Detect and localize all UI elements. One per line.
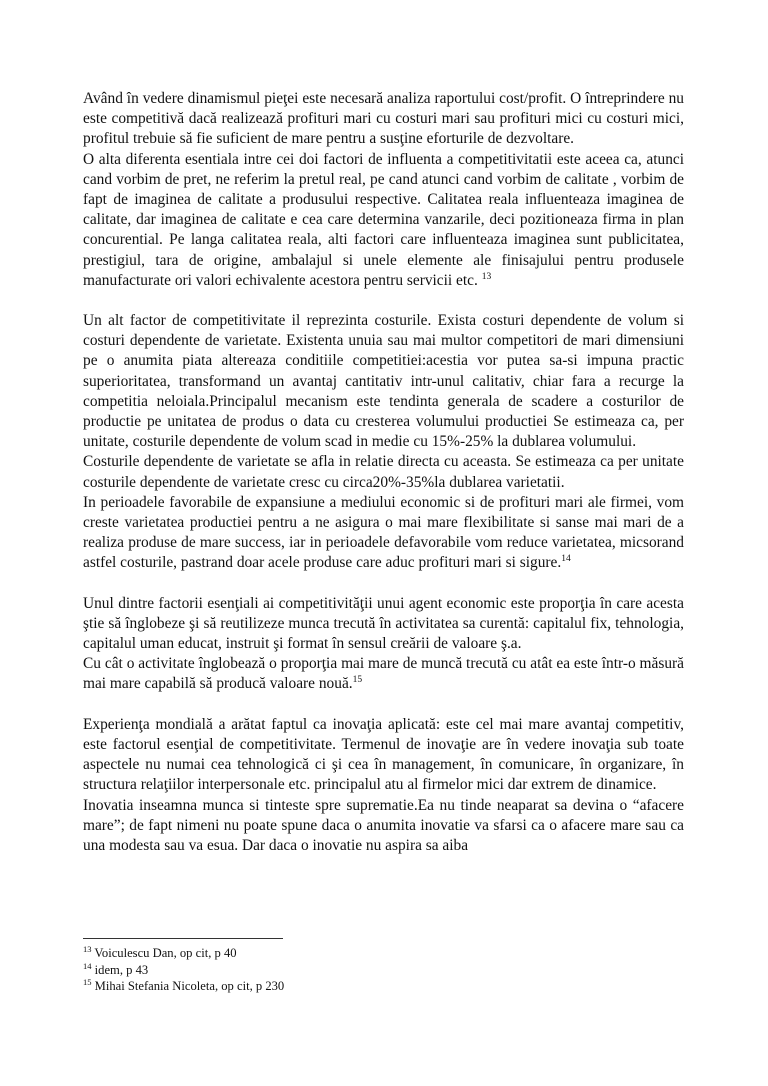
footnote-item <box>83 945 683 962</box>
footnote-text: Voiculescu Dan, op cit, p 40 <box>94 946 237 960</box>
paragraph-text: Cu cât o activitate înglobează o proporţia mai mare de muncă trecută cu atât ea este într-o măsură mai mare capabilă să producă valoare nouă. <box>83 655 684 693</box>
footnote-item <box>83 978 683 995</box>
paragraph-text: Având în vedere dinamismul pieţei este necesară analiza raportului cost/profit. O întreprindere nu este competitivă dacă realizează profituri mari cu costuri mari sau profituri mici cu costuri mici, profitul trebuie să fie suficient de mare pentru a susţine eforturile de dezvoltare. <box>83 90 684 148</box>
paragraph-text: Experienţa mondială a arătat faptul ca inovaţia aplicată: este cel mai mare avantaj competitiv, este factorul esenţial de competitivitate. Termenul de inovaţie are în vedere inovaţia sub toate aspectele nu numai cea tehnologică ci şi cea în management, în comunicare, în organizare, în structura relaţiilor interpersonale etc. principalul atu al firmelor mici dar extrem de dinamice. <box>83 715 684 794</box>
paragraph-cost-profit <box>83 89 684 150</box>
footnote-number: 15 <box>83 976 92 987</box>
body-text <box>83 89 684 856</box>
paragraph-expansion <box>83 493 684 574</box>
paragraph-text: Costurile dependente de varietate se afla in relatie directa cu aceasta. Se estimeaza ca per unitate costurile dependente de varietate cresc cu circa20%-35%la dublarea varietatii. <box>83 453 684 491</box>
paragraph-price-quality <box>83 150 684 291</box>
paragraph-text: Inovatia inseamna munca si tinteste spre suprematie.Ea nu tinde neaparat sa devina o “afacere mare”; de fapt nimeni nu poate spune daca o anumita inovatie va sfarsi ca o afacere mare sau ca una modesta sau va esua. Dar daca o inovatie nu aspira sa aiba <box>83 796 684 854</box>
footnote-reference[interactable]: 14 <box>561 554 571 565</box>
footnote-number: 14 <box>83 960 92 971</box>
paragraph-innovation <box>83 715 684 796</box>
footnote-reference[interactable]: 13 <box>481 271 492 282</box>
paragraph-innovation-work <box>83 796 684 857</box>
footnote-separator <box>83 938 283 939</box>
footnote-item <box>83 962 683 979</box>
paragraph-text: In perioadele favorabile de expansiune a mediului economic si de profituri mari ale firmei, vom creste varietatea productiei pentru a ne asigura o mai mare flexibilitate si sanse mai mari de a realiza produse de mare success, iar in perioadele defavorabile vom reduce varietatea, micsorand astfel costurile, pastrand doar acele produse care aduc profituri mari si sigure. <box>83 493 684 572</box>
footnote-text: idem, p 43 <box>94 962 149 977</box>
footnote-reference[interactable]: 15 <box>352 675 363 686</box>
paragraph-costs <box>83 311 684 452</box>
paragraph-past-labour <box>83 594 684 655</box>
paragraph-text: Unul dintre factorii esenţiali ai competitivităţii unui agent economic este proporţia în care acesta ştie să înglobeze şi să reutilizeze munca trecută în activitatea sa curentă: capitalul fix, tehnologia, capitalul uman educat, instruit şi format în sensul creării de valoare ş.a. <box>83 594 684 653</box>
paragraph-variety-costs <box>83 452 684 492</box>
footnotes <box>83 945 683 995</box>
paragraph-new-value <box>83 654 684 694</box>
footnote-text: Mihai Stefania Nicoleta, op cit, p 230 <box>94 979 285 993</box>
paragraph-text: Un alt factor de competitivitate il reprezinta costurile. Exista costuri dependente de volum si costuri dependente de varietate. Existenta unuia sau mai multor competitori de mari dimensiuni pe o anumita piata altereaza conditiile competitiei:acestia vor putea sa-si impuna practic superioritatea, transformand un avantaj cantitativ intr-unul calitativ, chiar fara a recurge la competitia neloiala.Principalul mecanism este tendinta generala de scadere a costurilor de productie pe unitatea de produs o data cu cresterea volumului productiei Se estimeaza ca, per unitate, costurile dependente de volum scad in medie cu 15%-25% la dublarea volumului. <box>83 312 684 451</box>
footnote-number: 13 <box>83 943 92 954</box>
paragraph-text: O alta diferenta esentiala intre cei doi factori de influenta a competitivitatii este aceea ca, atunci cand vorbim de pret, ne referim la pretul real, pe cand atunci cand vorbim de calitate , vorbim de fapt de imaginea de calitate a produsului respective. Calitatea reala influenteaza imaginea de calitate, dar imaginea de calitate e cea care determina vanzarile, deci pozitioneaza firma in plan concurential. Pe langa calitatea reala, alti factori care influenteaza imaginea sunt publicitatea, prestigiul, tara de origine, ambalajul si unele elemente ale finisajului pentru produsele manufacturate ori valori echivalente acestora pentru servicii etc. <box>83 150 684 289</box>
